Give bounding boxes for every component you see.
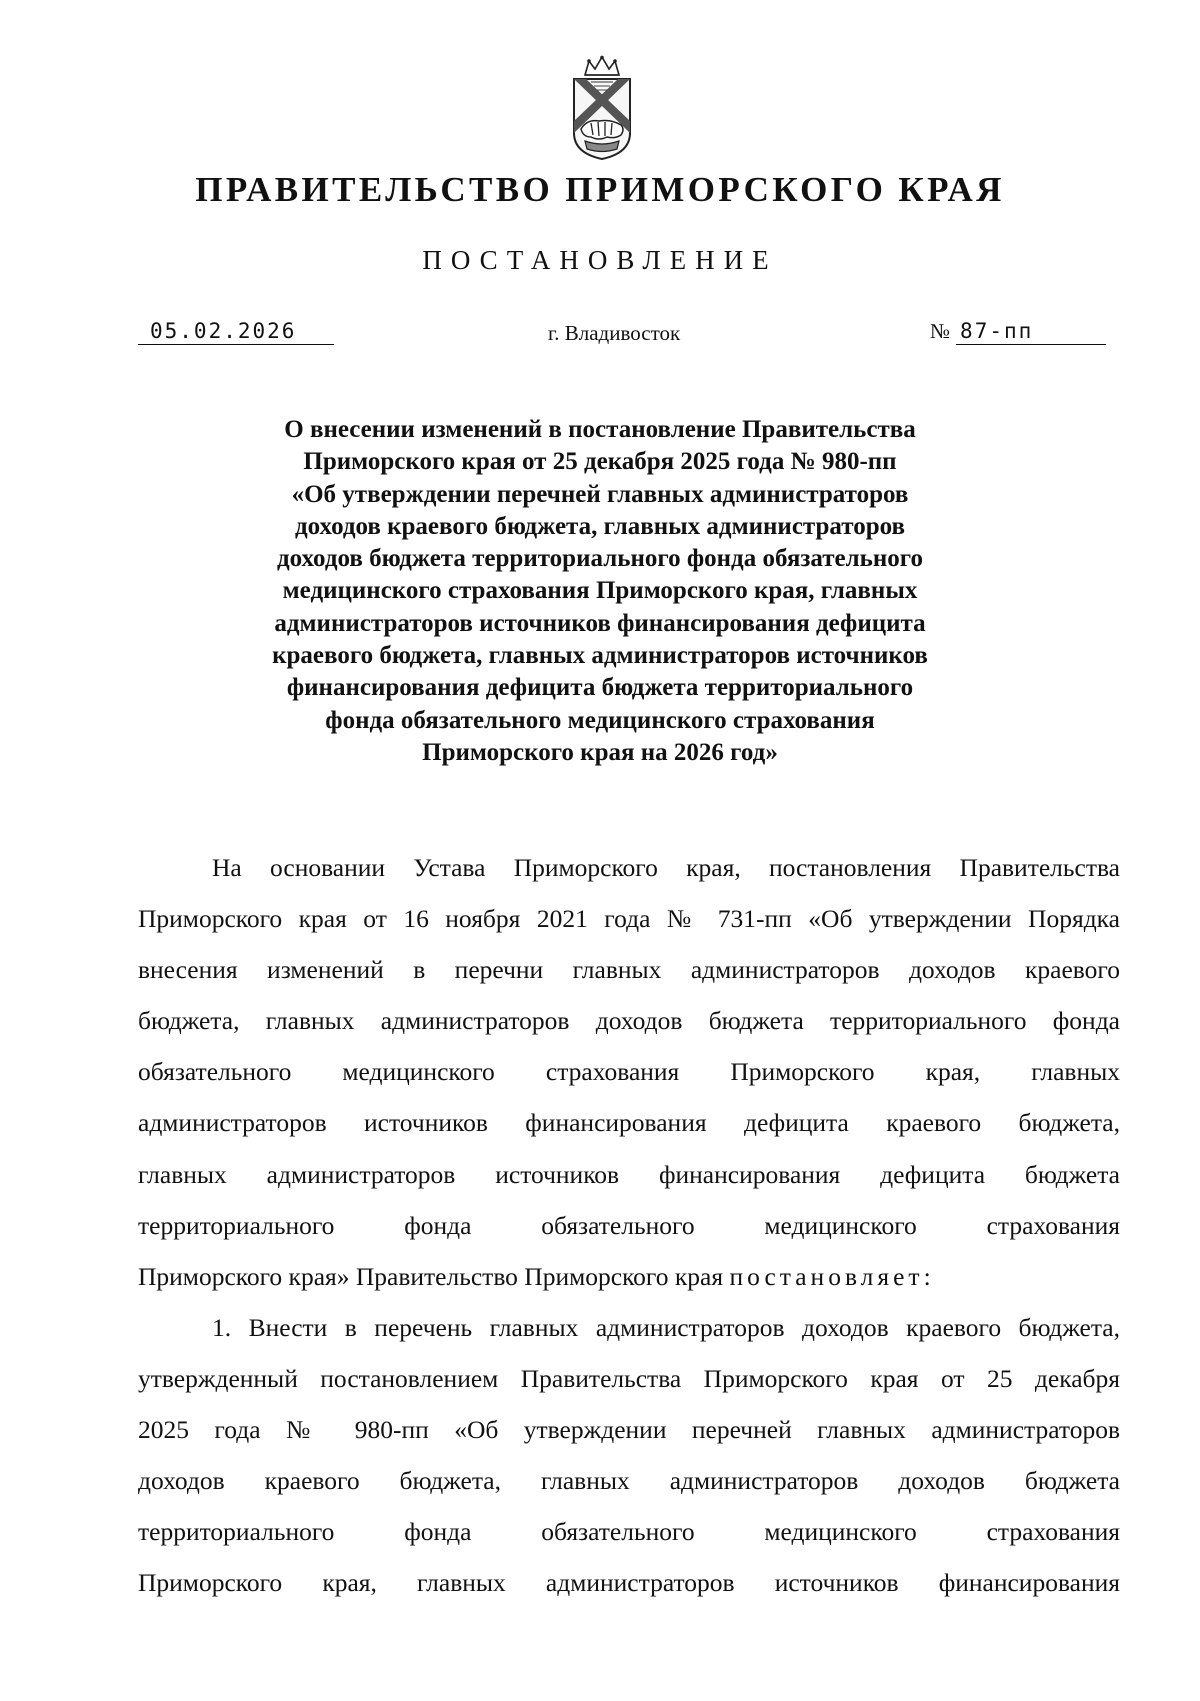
title-line: Приморского края на 2026 год» xyxy=(422,738,778,766)
title-line: Приморского края от 25 декабря 2025 года № 980-пп xyxy=(303,448,897,476)
paragraph-1-line: На основании Устава Приморского края, постановления Правительства xyxy=(212,853,1120,882)
paragraph-2-line: 1. Внести в перечень главных администраторов доходов краевого бюджета, xyxy=(212,1312,1120,1342)
paragraph-2-line: доходов краевого бюджета, главных администраторов доходов бюджета xyxy=(138,1466,1120,1496)
resolution-keyword: постановляет: xyxy=(729,1261,935,1291)
title-line: О внесении изменений в постановление Правительства xyxy=(284,416,916,443)
document-city: г. Владивосток xyxy=(548,321,681,345)
document-type: ПОСТАНОВЛЕНИЕ xyxy=(422,245,778,275)
title-line: доходов бюджета территориального фонда обязательного xyxy=(276,545,924,573)
paragraph-2-line: 2025 года № 980-пп «Об утверждении перечней главных администраторов xyxy=(138,1415,1120,1445)
paragraph-1-line: внесения изменений в перечни главных администраторов доходов краевого xyxy=(138,955,1120,985)
title-line: «Об утверждении перечней главных администраторов xyxy=(291,480,909,508)
paragraph-2-line: Приморского края, главных администраторов источников финансирования xyxy=(138,1568,1120,1598)
organization-name: ПРАВИТЕЛЬСТВО ПРИМОРСКОГО КРАЯ xyxy=(195,170,1005,209)
title-line: доходов краевого бюджета, главных администраторов xyxy=(295,512,905,540)
number-value: 87-пп xyxy=(956,318,1106,345)
paragraph-1-line: главных администраторов источников финансирования дефицита бюджета xyxy=(138,1159,1120,1189)
paragraph-1-line: бюджета, главных администраторов доходов бюджета территориального фонда xyxy=(138,1006,1120,1036)
document-title xyxy=(150,414,1050,769)
title-line: администраторов источников финансирования дефицита xyxy=(274,609,926,637)
title-line: краевого бюджета, главных администраторов источников xyxy=(272,642,928,670)
paragraph-1-line: Приморского края от 16 ноября 2021 года № 731-пп «Об утверждении Порядка xyxy=(138,904,1120,934)
document-body xyxy=(138,842,1120,1608)
paragraph-1-line: обязательного медицинского страхования Приморского края, главных xyxy=(138,1057,1120,1087)
paragraph-1-last-text: Приморского края» Правительство Приморского края xyxy=(138,1261,724,1291)
paragraph-2-line: утвержденный постановлением Правительства Приморского края от 25 декабря xyxy=(138,1363,1120,1393)
paragraph-1-last-line xyxy=(138,1251,1120,1302)
paragraph-2-line: территориального фонда обязательного медицинского страхования xyxy=(138,1517,1120,1547)
document-number xyxy=(930,318,1106,345)
title-line: медицинского страхования Приморского края, главных xyxy=(282,577,918,605)
coat-of-arms-icon xyxy=(571,55,633,161)
title-line: финансирования дефицита бюджета территориального xyxy=(286,674,914,702)
title-line: фонда обязательного медицинского страхования xyxy=(325,706,875,734)
number-sign: № xyxy=(930,319,951,343)
paragraph-1-line: территориального фонда обязательного медицинского страхования xyxy=(138,1210,1120,1240)
paragraph-1-line: администраторов источников финансирования дефицита краевого бюджета, xyxy=(138,1108,1120,1138)
document-date: 05.02.2026 xyxy=(138,318,334,345)
